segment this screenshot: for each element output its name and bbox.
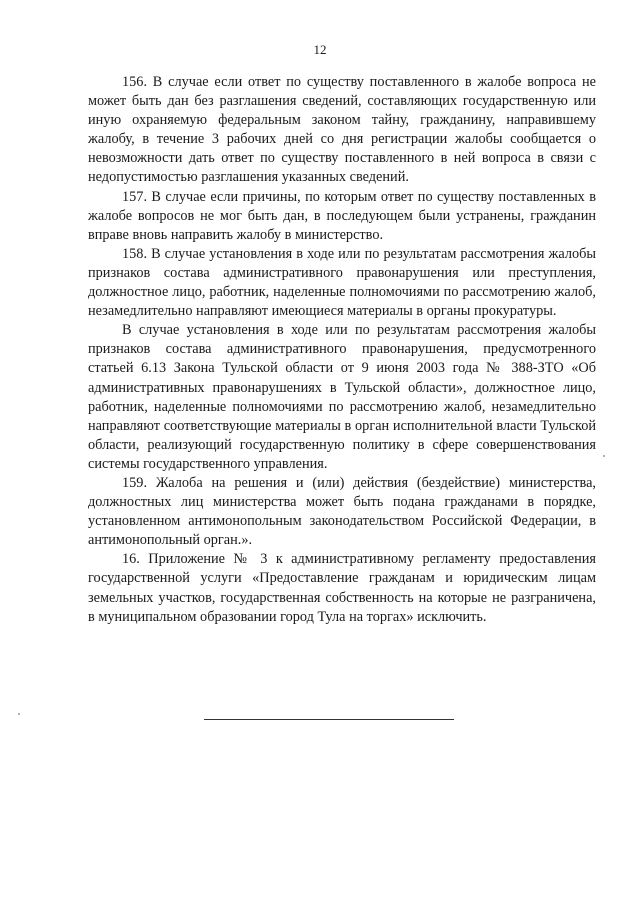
paragraph-158: 158. В случае установления в ходе или по результатам рассмотрения жалобы признаков состава административного правонарушения или преступления, должностное лицо, работник, наделенные полномочиями по рассмотрению жалоб, незамедлительно направляют имеющиеся материалы в органы прокуратуры. — [88, 245, 596, 320]
scan-speck — [18, 713, 20, 715]
item-16: 16. Приложение № 3 к административному регламенту предоставления государственной услуги «Предоставление гражданам и юридическим лицам земельных участков, государственная собственность на которые не разграничена, в муниципальном образовании город Тула на торгах» исключить. — [88, 551, 596, 625]
closing-divider — [204, 719, 454, 720]
paragraph-159: 159. Жалоба на решения и (или) действия (бездействие) министерства, должностных лиц министерства может быть подана гражданами в порядке, установленном антимонопольным законодательством Российской Федерации, в антимонопольный орган.». — [88, 474, 596, 549]
scan-speck — [603, 455, 605, 457]
page-number: 12 — [313, 42, 327, 57]
paragraph-156: 156. В случае если ответ по существу поставленного в жалобе вопроса не может быть дан без разглашения сведений, составляющих государственную или иную охраняемую федеральным законом тайну, гражданину, направившему жалобу, в течение 3 рабочих дней со дня регистрации жалобы сообщается о невозможности дать ответ по существу поставленного в ней вопроса в связи с недопустимостью разглашения указанных сведений. — [88, 74, 596, 186]
paragraph-158-continued: В случае установления в ходе или по результатам рассмотрения жалобы признаков состава административного правонарушения, предусмотренного статьей 6.13 Закона Тульской области от 9 июня 2003 года № 388-ЗТО «Об административных правонарушениях в Тульской области», должностное лицо, работник, наделенные полномочиями по рассмотрению жалоб, незамедлительно направляют соответствующие материалы в орган исполнительной власти Тульской области, реализующий государственную политику в сфере совершенствования системы государственного управления. — [88, 322, 596, 472]
document-body — [88, 73, 596, 627]
paragraph-157: 157. В случае если причины, по которым ответ по существу поставленных в жалобе вопросов не мог быть дан, в последующем были устранены, гражданин вправе вновь направить жалобу в министерство. — [88, 188, 596, 243]
